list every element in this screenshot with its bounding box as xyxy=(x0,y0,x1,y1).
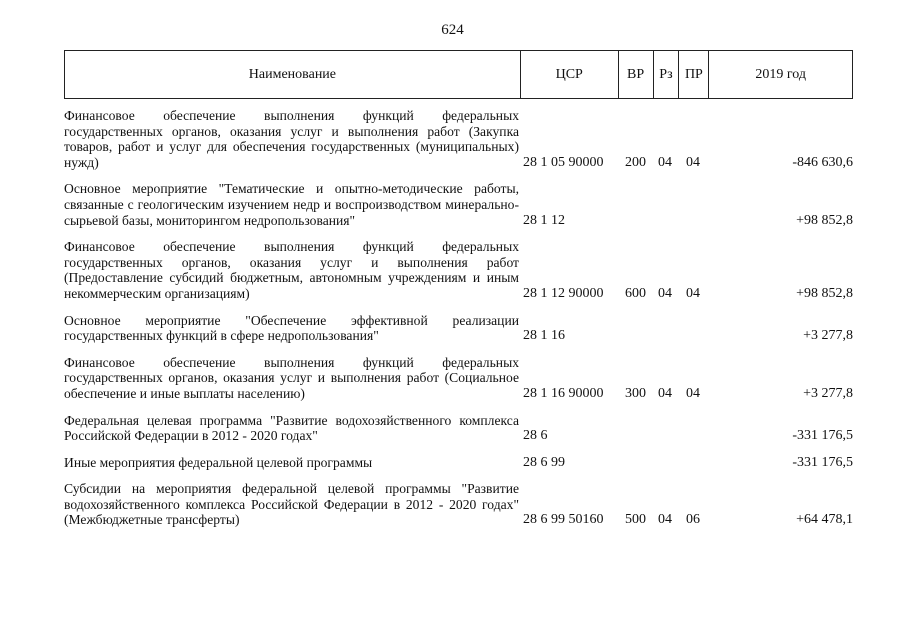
row-rz: 04 xyxy=(658,154,672,170)
header-pr: ПР xyxy=(679,51,709,98)
row-name: Финансовое обеспечение выполнения функций федеральных государственных органов, оказания услуг и выполнения работ (Социальное обеспечение и иные выплаты населению) xyxy=(64,354,519,401)
row-name: Финансовое обеспечение выполнения функций федеральных государственных органов, оказания услуг и выполнения работ (Предоставление субсидий бюджетным, автономным учреждениям и иным некоммерческим организациям) xyxy=(64,239,519,301)
row-name: Субсидии на мероприятия федеральной целевой программы "Развитие водохозяйственного комплекса Российской Федерации в 2012 - 2020 годах" (Межбюджетные трансферты) xyxy=(64,481,519,528)
header-name: Наименование xyxy=(65,51,521,98)
table-row xyxy=(64,355,853,402)
row-pr: 04 xyxy=(686,154,700,170)
page-number: 624 xyxy=(441,22,464,38)
table-header xyxy=(64,50,853,99)
header-csr: ЦСР xyxy=(521,51,619,98)
row-value: +98 852,8 xyxy=(796,285,853,301)
header-rz: Рз xyxy=(654,51,680,98)
row-csr: 28 1 16 xyxy=(523,328,565,344)
row-value: +3 277,8 xyxy=(803,385,853,401)
row-name: Финансовое обеспечение выполнения функций федеральных государственных органов, оказания услуг и выполнения работ (Закупка товаров, работ и услуг для обеспечения государственных (муниципальных) нужд) xyxy=(64,108,519,170)
row-csr: 28 6 99 xyxy=(523,454,565,470)
row-value: -846 630,6 xyxy=(792,154,853,170)
row-csr: 28 1 12 xyxy=(523,212,565,228)
row-name: Основное мероприятие "Тематические и опытно-методические работы, связанные с геологическим изучением недр и воспроизводством минерально-сырьевой базы, мониторингом недропользования" xyxy=(64,181,519,228)
table-row xyxy=(64,313,853,344)
row-vr: 600 xyxy=(625,285,646,301)
row-csr: 28 1 12 90000 xyxy=(523,285,604,301)
row-value: +64 478,1 xyxy=(796,512,853,528)
row-rz: 04 xyxy=(658,512,672,528)
header-year: 2019 год xyxy=(755,66,806,82)
row-csr: 28 6 xyxy=(523,428,548,444)
row-vr: 300 xyxy=(625,385,646,401)
row-vr: 500 xyxy=(625,512,646,528)
table-row xyxy=(64,239,853,301)
row-csr: 28 1 16 90000 xyxy=(523,385,604,401)
table-row xyxy=(64,108,853,170)
row-value: +98 852,8 xyxy=(796,212,853,228)
row-name: Иные мероприятия федеральной целевой программы xyxy=(64,454,373,470)
row-pr: 04 xyxy=(686,385,700,401)
header-vr: ВР xyxy=(619,51,654,98)
row-value: -331 176,5 xyxy=(792,454,853,470)
row-value: -331 176,5 xyxy=(792,428,853,444)
row-rz: 04 xyxy=(658,385,672,401)
row-csr: 28 1 05 90000 xyxy=(523,154,604,170)
row-csr: 28 6 99 50160 xyxy=(523,512,604,528)
table-row xyxy=(64,481,853,528)
row-name: Федеральная целевая программа "Развитие водохозяйственного комплекса Российской Федерации в 2012 - 2020 годах" xyxy=(64,412,519,444)
row-value: +3 277,8 xyxy=(803,328,853,344)
row-rz: 04 xyxy=(658,285,672,301)
table-row xyxy=(64,413,853,444)
table-body xyxy=(64,108,853,539)
row-name: Основное мероприятие "Обеспечение эффективной реализации государственных функций в сфере недропользования" xyxy=(64,312,519,344)
row-pr: 06 xyxy=(686,512,700,528)
table-row xyxy=(64,181,853,228)
table-row xyxy=(64,455,853,471)
row-pr: 04 xyxy=(686,285,700,301)
row-vr: 200 xyxy=(625,154,646,170)
